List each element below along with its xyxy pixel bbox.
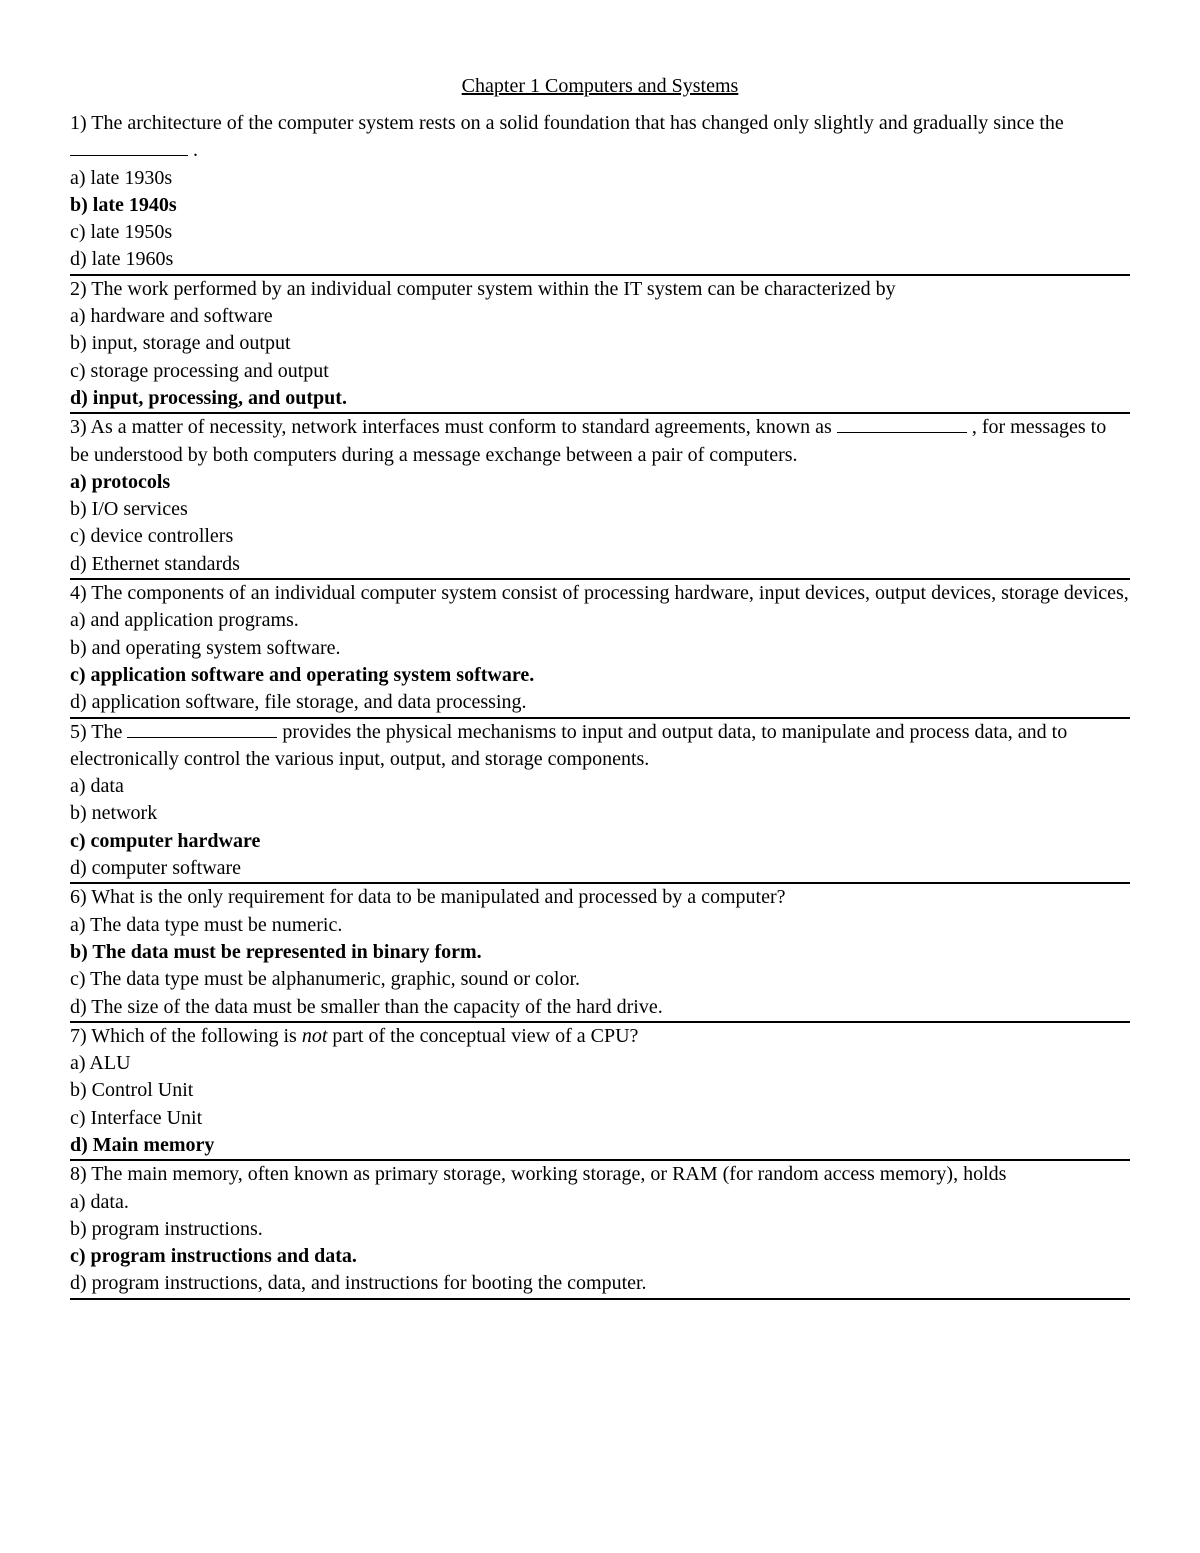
question-2 <box>70 276 1130 414</box>
option-c-correct: c) program instructions and data. <box>70 1245 357 1268</box>
option-d: d) program instructions, data, and instructions for booting the computer. <box>70 1272 647 1295</box>
question-text: 3) As a matter of necessity, network interfaces must conform to standard agreements, known as , for messages to be understood by both computers during a message exchange between a pair of computers. <box>70 416 1107 466</box>
option-c: c) The data type must be alphanumeric, graphic, sound or color. <box>70 968 581 991</box>
option-b: b) input, storage and output <box>70 332 291 355</box>
question-8 <box>70 1161 1130 1299</box>
option-a: a) late 1930s <box>70 166 173 189</box>
option-c: c) late 1950s <box>70 221 173 244</box>
option-a: a) ALU <box>70 1052 131 1075</box>
question-text: 5) The provides the physical mechanisms to input and output data, to manipulate and process data, and to electronically control the various input, output, and storage components. <box>70 720 1068 770</box>
question-3 <box>70 414 1130 580</box>
option-b: b) I/O services <box>70 498 188 521</box>
option-c: c) Interface Unit <box>70 1106 203 1129</box>
question-4 <box>70 580 1130 718</box>
option-d-correct: d) input, processing, and output. <box>70 386 347 409</box>
page-title: Chapter 1 Computers and Systems <box>461 75 739 97</box>
option-a: a) data <box>70 775 124 798</box>
option-d: d) late 1960s <box>70 248 174 271</box>
option-b: b) Control Unit <box>70 1079 194 1102</box>
question-text: 7) Which of the following is not part of the conceptual view of a CPU? <box>70 1024 639 1047</box>
question-7 <box>70 1023 1130 1161</box>
option-c: c) storage processing and output <box>70 359 329 382</box>
option-b-correct: b) late 1940s <box>70 193 177 216</box>
option-d: d) application software, file storage, and data processing. <box>70 691 527 714</box>
option-b-correct: b) The data must be represented in binary form. <box>70 940 482 963</box>
question-text: 2) The work performed by an individual computer system within the IT system can be characterized by <box>70 277 896 300</box>
option-b: b) and operating system software. <box>70 636 341 659</box>
option-a: a) hardware and software <box>70 305 273 328</box>
document-page <box>70 72 1130 1300</box>
question-1 <box>70 110 1130 276</box>
option-d: d) computer software <box>70 857 242 880</box>
question-text: 1) The architecture of the computer system rests on a solid foundation that has changed only slightly and gradually since the . <box>70 112 1064 162</box>
question-6 <box>70 884 1130 1022</box>
option-c-correct: c) application software and operating system software. <box>70 663 535 686</box>
option-a: a) data. <box>70 1190 129 1213</box>
answer-blank <box>70 137 188 156</box>
option-d: d) Ethernet standards <box>70 552 240 575</box>
question-text: 4) The components of an individual computer system consist of processing hardware, input devices, output devices, storage devices, <box>70 582 1129 605</box>
question-5 <box>70 719 1130 885</box>
option-b: b) network <box>70 802 158 825</box>
answer-blank <box>837 414 967 433</box>
option-b: b) program instructions. <box>70 1217 263 1240</box>
option-d: d) The size of the data must be smaller than the capacity of the hard drive. <box>70 995 663 1018</box>
option-c: c) device controllers <box>70 525 234 548</box>
answer-blank <box>127 719 277 738</box>
option-a-correct: a) protocols <box>70 470 171 493</box>
question-text: 8) The main memory, often known as primary storage, working storage, or RAM (for random access memory), holds <box>70 1163 1007 1186</box>
option-a: a) and application programs. <box>70 609 299 632</box>
option-a: a) The data type must be numeric. <box>70 913 343 936</box>
question-text: 6) What is the only requirement for data to be manipulated and processed by a computer? <box>70 886 786 909</box>
option-c-correct: c) computer hardware <box>70 829 261 852</box>
option-d-correct: d) Main memory <box>70 1133 215 1156</box>
emphasis-text: not <box>301 1024 328 1047</box>
